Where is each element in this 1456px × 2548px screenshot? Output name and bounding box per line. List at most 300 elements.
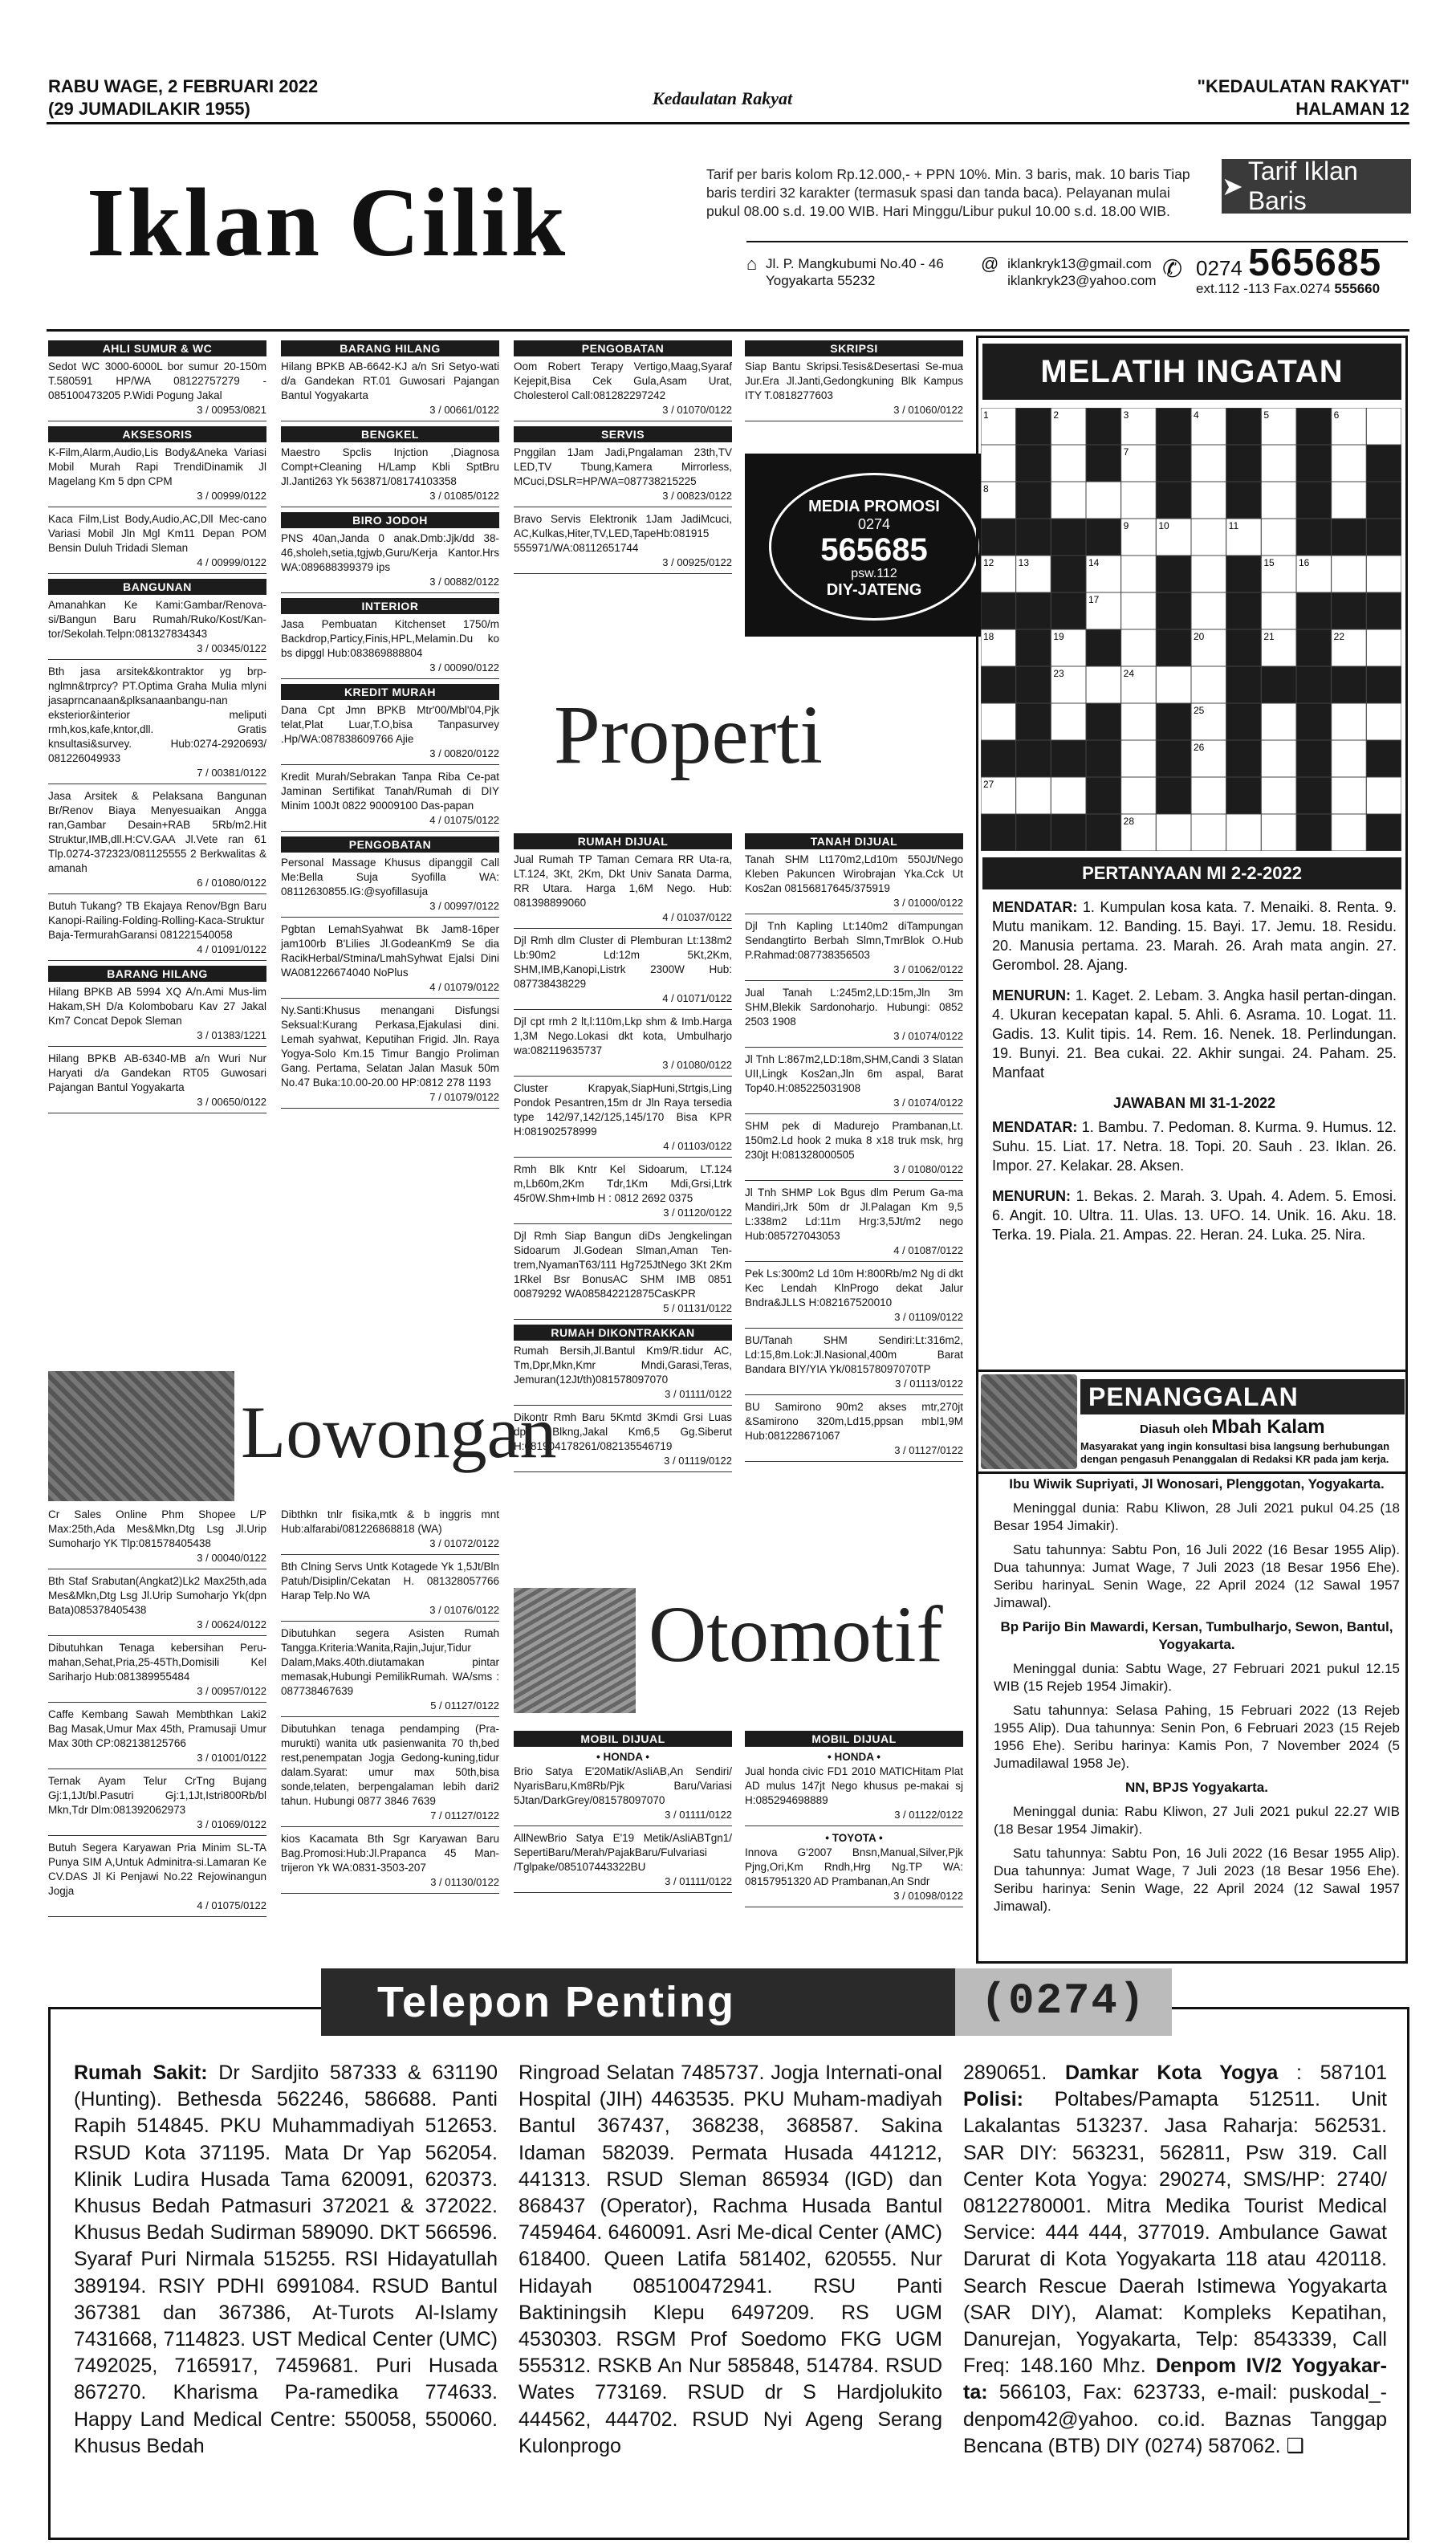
ad-text: Cluster Krapyak,SiapHuni,Strtgis,Ling Pondok Pesantren,15m dr Jln Raya tersedia type 142/97,142/125,145/170 Bisa KPR H:081902578999 xyxy=(514,1082,732,1138)
section-header: BIRO JODOH xyxy=(281,512,499,528)
crossword-number: 8 xyxy=(983,483,989,495)
ad-text: K-Film,Alarm,Audio,Lis Body&Aneka Variasi Mobil Murah Rapi TrendiDinamik Jl Magelang Km 5 dpn CPM xyxy=(48,446,266,487)
classified-ad xyxy=(281,617,499,679)
classified-ad xyxy=(745,1186,963,1262)
brand-subheader: • HONDA • xyxy=(828,1751,881,1763)
promo-region: DIY-JATENG xyxy=(826,581,922,599)
properti-heading: Properti xyxy=(554,689,824,781)
crossword-number: 5 xyxy=(1263,409,1270,421)
crossword-block xyxy=(1086,814,1121,851)
obituary-entry xyxy=(994,1779,1400,1915)
section-header: BANGUNAN xyxy=(48,579,266,595)
classified-ad xyxy=(48,1641,266,1703)
crossword-cell[interactable] xyxy=(1191,777,1226,814)
crossword-block xyxy=(1086,519,1121,556)
crossword-title: MELATIH INGATAN xyxy=(982,344,1401,400)
address-line: Jl. P. Mangkubumi No.40 - 46 xyxy=(766,256,944,271)
classified-ad xyxy=(281,1722,499,1827)
date-of-death: Meninggal dunia: Rabu Kliwon, 27 Juli 2021 pukul 22.27 WIB (18 Besar 1954 Jimakir). xyxy=(994,1804,1400,1837)
crossword-block xyxy=(1051,740,1086,777)
ad-text: Bth Staf Srabutan(Angkat2)Lk2 Max25th,ada Mes&Mkn,Dtg Lsg Jl.Urip Sumoharjo Yk(dpn Bata)085378405438 xyxy=(48,1575,266,1616)
crossword-block xyxy=(1016,519,1051,556)
ad-code: 3 / 01000/0122 xyxy=(745,896,963,914)
crossword-block xyxy=(1226,592,1262,629)
ad-code: 3 / 01383/1221 xyxy=(48,1028,266,1047)
ad-code: 3 / 00925/0122 xyxy=(514,556,732,574)
lowongan-photo xyxy=(48,1371,234,1501)
crossword-cell[interactable] xyxy=(1332,814,1367,851)
crossword-number: 16 xyxy=(1299,557,1310,568)
otomotif-column-a xyxy=(514,1726,732,1898)
classified-ad xyxy=(514,512,732,574)
ad-text: Pek Ls:300m2 Ld 10m H:800Rb/m2 Ng di dkt Kec Lendah KlnProgo dekat Jalur Bndra&JLLS H:082167520010 xyxy=(745,1268,963,1309)
classified-ad xyxy=(745,1846,963,1907)
classified-ad xyxy=(48,360,266,421)
ad-code: 3 / 01111/0122 xyxy=(514,1874,732,1893)
crossword-cell[interactable] xyxy=(1366,408,1401,445)
crossword-block xyxy=(1226,408,1262,445)
section-header: AHLI SUMUR & WC xyxy=(48,340,266,356)
crossword-cell[interactable] xyxy=(1086,666,1121,703)
ad-text: Jual Rumah TP Taman Cemara RR Uta-ra, LT.124, 3Kt, 2Km, Dkt Univ Sanata Darma, RR Utara. Harga 1,6M Nego. Hub: 081398899060 xyxy=(514,853,732,909)
crossword-number: 7 xyxy=(1123,446,1129,458)
ad-code: 3 / 01098/0122 xyxy=(745,1889,963,1907)
crossword-block xyxy=(1296,592,1332,629)
banner-bottom-rule xyxy=(47,329,1409,332)
classified-ad xyxy=(514,1764,732,1826)
crossword-block xyxy=(1156,445,1191,482)
crossword-cell[interactable] xyxy=(1261,777,1296,814)
crossword-cell[interactable] xyxy=(1156,666,1191,703)
ad-text: Personal Massage Khusus dipanggil Call Me:Bella Suja Syofilla WA: 08112630855.IG:@syofillasuja xyxy=(281,857,499,897)
crossword-cell[interactable] xyxy=(1332,777,1367,814)
crossword-number: 10 xyxy=(1158,520,1169,531)
ad-code: 5 / 01127/0122 xyxy=(281,1699,499,1717)
classified-ad xyxy=(745,853,963,914)
crossword-block xyxy=(1226,666,1262,703)
crossword-block xyxy=(1366,592,1401,629)
ad-text: Jual Tanah L:245m2,LD:15m,Jln 3m SHM,Blekik Sardonoharjo. Hubungi: 0852 2503 1908 xyxy=(745,987,963,1028)
phone-icon: ✆ xyxy=(1162,256,1183,283)
crossword-block xyxy=(1296,666,1332,703)
ad-code: 4 / 01071/0122 xyxy=(514,991,732,1010)
crossword-block xyxy=(1016,592,1051,629)
classified-ad xyxy=(48,1052,266,1113)
ad-code: 3 / 00957/0122 xyxy=(48,1684,266,1703)
ad-text: Dibutuhkan segera Asisten Rumah Tangga.Kriteria:Wanita,Rajin,Jujur,Tidur Dalam,Maks.40th.diutamakan pintar memasak,Hubungi PemilikRumah. WA/sms : 087738467639 xyxy=(281,1627,499,1697)
classified-ad xyxy=(48,789,266,894)
crossword-block xyxy=(1296,777,1332,814)
ad-text: AllNewBrio Satya E'19 Metik/AsliABTgn1/ SepertiBaru/Merah/PajakBaru/Fulvariasi /Tglpake/085107443322BU xyxy=(514,1832,732,1873)
crossword-block xyxy=(1086,629,1121,666)
ad-text: Tanah SHM Lt170m2,Ld10m 550Jt/Nego Kleben Pakuncen Wirobrajan Yka.Cck Ut Kos2an 08156817645/375919 xyxy=(745,853,963,894)
section-header: BARANG HILANG xyxy=(48,966,266,982)
ad-code: 7 / 01127/0122 xyxy=(281,1809,499,1827)
section-header: KREDIT MURAH xyxy=(281,684,499,700)
crossword-cell[interactable] xyxy=(981,703,1016,740)
telepon-column-1: Rumah Sakit: Dr Sardjito 587333 & 631190 (Hunting). Bethesda 562246, 586688. Panti Rapih 514845. PKU Muhammadiyah 512653. RSUD Kota 371195. Mata Dr Yap 562054. Klinik Ludira Husada Tama 620091, 620373. Khusus Bedah Patmasuri 372021 & 372022. Khusus Bedah Sudirman 589090. DKT 566596. Syaraf Puri Nirmala 515255. RSI Hidayatullah 389194. RSIY PDHI 6991084. RSUD Bantul 367381 dan 367386, At-Turots Al-Islamy 7431668, 7114823. UST Medical Center (UMC) 7492025, 7165917, 7459681. Puri Husada 867270. Kharisma Pa-ramedika 774633. Happy Land Medical Centre: 550058, 550060. Khusus Bedah xyxy=(74,2062,498,2457)
ad-text: Pnggilan 1Jam Jadi,Pngalaman 23th,TV LED,TV Tbung,Kamera Mirrorless, MCuci,DSLR=HP/WA=087738215225 xyxy=(514,446,732,487)
telepon-column-3: 2890651. Damkar Kota Yogya : 587101 Polisi: Poltabes/Pamapta 512511. Unit Lakalantas 513237. Jasa Raharja: 562531. SAR DIY: 563231, 562811, Psw 319. Call Center Kota Yogya: 290274, SMS/HP: 2740/ 08122780001. Mitra Medika Tourist Medical Service: 444 444, 377019. Ambulance Gawat Darurat di Kota Yogyakarta 118 atau 420118. Search Rescue Daerah Istimewa Yogyakarta (SAR DIY), Alamat: Kompleks Kepatihan, Danurejan, Yogyakarta, Telp: 8543339, Call Freq: 148.160 Mhz. Denpom IV/2 Yogyakar-ta: 566103, Fax: 623733, e-mail: puskodal_-denpom42@yahoo. co.id. Baznas Tanggap Bencana (BTB) DIY (0274) 587062. ❑ xyxy=(963,2062,1388,2457)
crossword-cell[interactable] xyxy=(1051,482,1086,519)
crossword-cell[interactable] xyxy=(1156,814,1191,851)
classified-ad xyxy=(48,665,266,784)
deceased-name: Bp Parijo Bin Mawardi, Kersan, Tumbulharjo, Sewon, Bantul, Yogyakarta. xyxy=(1000,1619,1393,1652)
email xyxy=(981,255,1157,289)
classified-ad xyxy=(745,986,963,1048)
crossword-block xyxy=(1332,666,1367,703)
section-title: Iklan Cilik xyxy=(87,169,568,277)
ad-text: Kaca Film,List Body,Audio,AC,Dll Mec-cano Variasi Mobil Jln Mgl Km11 Depan POM Bensin Duluh Tridadi Sleman xyxy=(48,513,266,554)
crossword-block xyxy=(1156,740,1191,777)
crossword-cell[interactable] xyxy=(1191,519,1226,556)
email-address[interactable]: iklankryk13@gmail.com xyxy=(1007,256,1152,271)
classified-ad xyxy=(514,853,732,929)
crossword-cell[interactable] xyxy=(1191,556,1226,592)
crossword-cell[interactable] xyxy=(981,445,1016,482)
crossword-cell[interactable] xyxy=(1261,445,1296,482)
ad-text: Innova G'2007 Bnsn,Manual,Silver,Pjk Pjng,Ori,Km Rndh,Hrg Ng.TP WA: 08157951320 AD Prambanan,An Sndr xyxy=(745,1846,963,1887)
crossword-block xyxy=(981,740,1016,777)
crossword-cell[interactable] xyxy=(1332,740,1367,777)
section-header: MOBIL DIJUAL xyxy=(745,1731,963,1747)
classified-ad xyxy=(745,919,963,981)
crossword-number: 27 xyxy=(983,779,994,790)
classified-ad xyxy=(514,446,732,507)
ad-text: BU/Tanah SHM Sendiri:Lt:316m2, Ld:15,8m.Lok:Jl.Nasional,400m Barat Bandara BIY/YIA Yk/081578097070TP xyxy=(745,1334,963,1375)
obituary-entry xyxy=(994,1618,1400,1773)
clues-menurun: MENURUN: 1. Kaget. 2. Lebam. 3. Angka hasil pertan-dingan. 4. Ukuran kecepatan kapal. 5. Ahli. 6. Asrama. 10. Logat. 11. Gadis. 13. Kulit tipis. 14. Rem. 16. Nenek. 18. Perlindungan. 19. Bunyi. 21. Bea cukai. 22. Akhir sungai. 24. Paham. 25. Manfaat xyxy=(992,987,1397,1081)
paper-name: "KEDAULATAN RAKYAT" xyxy=(1197,76,1409,96)
classified-ad xyxy=(745,360,963,421)
crossword-block xyxy=(981,519,1016,556)
crossword-cell[interactable] xyxy=(1332,703,1367,740)
ad-text: Sedot WC 3000-6000L bor sumur 20-150m T.580591 HP/WA 08122757279 - 085100473205 P.Widi Pogung Jakal xyxy=(48,360,266,401)
ad-code: 3 / 00090/0122 xyxy=(281,661,499,679)
crossword-number: 26 xyxy=(1194,742,1205,753)
ad-code: 3 / 01072/0122 xyxy=(281,1537,499,1555)
telepon-area-code: (0274) xyxy=(955,1968,1172,2036)
ad-code: 3 / 01060/0122 xyxy=(745,403,963,421)
ads-column-2 xyxy=(281,336,499,1113)
commemoration-dates: Satu tahunnya: Sabtu Pon, 16 Juli 2022 (16 Besar 1955 Alip). Dua tahunnya: Jumat Wage, 7 Juli 2023 (18 Besar 1956 Ehe). Seribu harinyaL Senin Wage, 22 April 2024 (12 Sawal 1957 Jimawal). xyxy=(994,1542,1400,1610)
classified-ad xyxy=(745,1052,963,1114)
motorcycle-photo xyxy=(514,1588,636,1713)
promo-ext: psw.112 xyxy=(851,567,897,580)
crossword-block xyxy=(1296,740,1332,777)
crossword-cell[interactable] xyxy=(1366,777,1401,814)
crossword-cell[interactable] xyxy=(1121,556,1157,592)
ads-column-3 xyxy=(514,336,732,579)
crossword-cell[interactable] xyxy=(1121,592,1157,629)
ad-text: Jl Tnh L:867m2,LD:18m,SHM,Candi 3 Slatan UII,Lingk Kos2an,Jln 6m aspal, Barat Top40.H:085225031908 xyxy=(745,1053,963,1094)
crossword-cell[interactable] xyxy=(1051,445,1086,482)
classified-ad xyxy=(745,1764,963,1826)
crossword-cell[interactable] xyxy=(1191,482,1226,519)
crossword-block xyxy=(1156,482,1191,519)
section-header: TANAH DIJUAL xyxy=(745,833,963,849)
deceased-name: Ibu Wiwik Supriyati, Jl Wonosari, Plenggotan, Yogyakarta. xyxy=(1009,1476,1385,1492)
ad-text: Jasa Arsitek & Pelaksana Bangunan Br/Renov Biaya Menyesuaikan Angga ran,Gambar Desain+RAB 5Rb/m2.Hit Struktur,IMB,dll.H:CV.GAA Jl.Vete ran 61 Tlp.0274-372323/081125555 2 Berkwalitas & amanah xyxy=(48,790,266,874)
promo-number: 565685 xyxy=(820,532,928,568)
commemoration-dates: Satu tahunnya: Selasa Pahing, 15 Februari 2022 (13 Rejeb 1955 Alip). Dua tahunnya: Senin Pon, 6 Februari 2023 (15 Rejeb 1956 Ehe). Seribu harinya: Kamis Pon, 7 November 2024 (5 Jumadilawal 1958 Je). xyxy=(994,1703,1400,1771)
tarif-info: Tarif per baris kolom Rp.12.000,- + PPN 10%. Min. 3 baris, mak. 10 baris Tiap baris terdiri 32 karakter (termasuk spasi dan tanda baca). Pelayanan mulai pukul 08.00 s.d. 19.00 WIB. Hari Minggu/Libur pukul 10.00 s.d. 18.00 WIB. xyxy=(706,166,1190,219)
crossword-block xyxy=(1016,666,1051,703)
crossword-cell[interactable] xyxy=(1121,740,1157,777)
ad-code: 3 / 00040/0122 xyxy=(48,1551,266,1569)
crossword-block xyxy=(1226,777,1262,814)
ad-text: Hilang BPKB AB-6340-MB a/n Wuri Nur Haryati d/a Gandekan RT05 Guwosari Pajangan Bantul Yogyakarta xyxy=(48,1052,266,1093)
ad-text: Dibutuhkan tenaga pendamping (Pra-murukti) wanita utk pasienwanita 70 th,bed rest,penempatan Jogja Gedong-kuning,tidur dalam.Syarat: umur max 50th,bisa sonde,telaten, berpengalaman lebih dari2 tahun. Hubungi 0877 3846 7639 xyxy=(281,1723,499,1807)
crossword-block xyxy=(1296,408,1332,445)
crossword-block xyxy=(1156,703,1191,740)
crossword-block xyxy=(1226,556,1262,592)
ad-code: 3 / 00661/0122 xyxy=(281,403,499,421)
columnist-photo xyxy=(981,1374,1077,1469)
ad-code: 3 / 00345/0122 xyxy=(48,641,266,660)
ad-text: Bth jasa arsitek&kontraktor yg brp-nglmn&trprcy? PT.Optima Graha Mulia mlyni jasaprncanaan&plksanaanbangu-nan eksterior&interior meliputi rmh,kos,kafe,kntor,dll. Gratis knsultasi&survey. Hub:0274-2920693/ 081226049933 xyxy=(48,665,266,764)
ad-code: 3 / 01113/0122 xyxy=(745,1377,963,1395)
telepon-title: Telepon Penting xyxy=(377,1978,735,2026)
crossword-block xyxy=(1016,740,1051,777)
crossword-number: 1 xyxy=(983,409,989,421)
ad-code: 3 / 01070/0122 xyxy=(514,403,732,421)
classified-ad xyxy=(281,1508,499,1555)
crossword-number: 2 xyxy=(1053,409,1059,421)
ad-code: 4 / 01037/0122 xyxy=(514,910,732,929)
ads-column-4 xyxy=(745,336,963,426)
crossword-block xyxy=(1016,482,1051,519)
crossword-block xyxy=(1226,629,1262,666)
crossword-cell[interactable] xyxy=(1261,482,1296,519)
crossword-cell[interactable] xyxy=(1086,482,1121,519)
phone-ext: ext.112 -113 Fax.0274 555660 xyxy=(1196,281,1381,296)
classified-ad xyxy=(48,598,266,660)
crossword-block xyxy=(1366,445,1401,482)
crossword-block xyxy=(981,814,1016,851)
classified-ad xyxy=(514,1229,732,1320)
crossword-block xyxy=(1296,482,1332,519)
crossword-block xyxy=(1366,666,1401,703)
obituary-entry xyxy=(994,1475,1400,1612)
ad-code: 7 / 00381/0122 xyxy=(48,766,266,784)
crossword-block xyxy=(1051,556,1086,592)
ad-code: 4 / 01091/0122 xyxy=(48,942,266,961)
otomotif-heading: Otomotif xyxy=(649,1589,943,1679)
crossword-block xyxy=(1051,519,1086,556)
crossword-cell[interactable] xyxy=(1332,482,1367,519)
ad-code: 4 / 01075/0122 xyxy=(48,1899,266,1917)
promo-oval xyxy=(769,473,979,621)
classified-ad xyxy=(48,1774,266,1836)
crossword-block xyxy=(1226,703,1262,740)
ad-code: 5 / 01131/0122 xyxy=(514,1301,732,1320)
classified-ad xyxy=(745,1267,963,1329)
header-rule xyxy=(47,122,1409,124)
crossword-cell[interactable] xyxy=(1121,703,1157,740)
crossword-number: 28 xyxy=(1123,816,1135,827)
crossword-number: 4 xyxy=(1194,409,1199,421)
ad-code: 3 / 00823/0122 xyxy=(514,489,732,507)
ad-code: 3 / 00997/0122 xyxy=(281,899,499,918)
ad-code: 3 / 01127/0122 xyxy=(745,1443,963,1462)
crossword-block xyxy=(1156,777,1191,814)
ad-text: Brio Satya E'20Matik/AsliAB,An Sendiri/ NyarisBaru,Km8Rb/Pjk Baru/Variasi 5Jtan/DarkGrey/081578097070 xyxy=(514,1765,732,1806)
crossword-number: 9 xyxy=(1123,520,1129,531)
ad-code: 3 / 01069/0122 xyxy=(48,1817,266,1836)
crossword-number: 11 xyxy=(1228,520,1239,531)
properti-column-a xyxy=(514,828,732,1477)
lowongan-column-b xyxy=(281,1508,499,1899)
ad-text: Dibutuhkan Tenaga kebersihan Peru-mahan,Sehat,Pria,25-45Th,Domisili Kel Sariharjo Hub:081389955484 xyxy=(48,1642,266,1683)
crossword-block xyxy=(1226,445,1262,482)
crossword-number: 15 xyxy=(1263,557,1275,568)
ad-text: Djl Rmh Siap Bangun diDs Jengkelingan Sidoarum Jl.Godean Slman,Aman Ten-trem,NyamanT63/111 Hg725JtNego 3Kt 2Km 1Rkel Bsr BonusAC SHM IMB 0851 00879292 WA085842212875CasKPR xyxy=(514,1230,732,1300)
answers-menurun: MENURUN: 1. Bekas. 2. Marah. 3. Upah. 4. Adem. 5. Emosi. 6. Angit. 10. Ultra. 11. Ulas. 13. UFO. 14. Unik. 16. Aku. 18. Terka. 19. Piala. 21. Ampas. 22. Heran. 24. Luka. 25. Nira. xyxy=(992,1188,1397,1243)
ad-text: Dibthkn tnlr fisika,mtk & b inggris mnt Hub:alfarabi/081226868818 (WA) xyxy=(281,1508,499,1535)
classified-ad xyxy=(281,446,499,507)
crossword-cell[interactable] xyxy=(1261,519,1296,556)
ad-text: Jasa Pembuatan Kitchenset 1750/m Backdrop,Particy,Finis,HPL,Melamin.Du ko bs dipggl Hub:083869888804 xyxy=(281,618,499,659)
crossword-grid[interactable] xyxy=(981,408,1401,851)
crossword-cell[interactable] xyxy=(1191,666,1226,703)
ad-text: Ny.Santi:Khusus menangani Disfungsi Seksual:Kurang Perkasa,Ejakulasi dini. Lemah syahwat, Keputihan Frigid. Jln. Raya Yogya-Solo Km.15 Timur Bangjo Proliman Gang. Pertama, Selatan Jalan Masuk 50m No.47 Buka:10.00-20.00 HP:0812 278 1193 xyxy=(281,1004,499,1089)
ad-text: SHM pek di Madurejo Prambanan,Lt. 150m2.Ld hook 2 muka 8 x18 truk msk, hrg 230jt H:081328000505 xyxy=(745,1120,963,1161)
ad-code: 4 / 01087/0122 xyxy=(745,1243,963,1262)
section-header: RUMAH DIKONTRAKKAN xyxy=(514,1325,732,1341)
ad-code: 3 / 00999/0122 xyxy=(48,489,266,507)
classified-ad xyxy=(48,985,266,1047)
classified-ad xyxy=(745,1119,963,1181)
crossword-cell[interactable] xyxy=(1191,445,1226,482)
brand-subheader: • TOYOTA • xyxy=(825,1832,883,1844)
crossword-cell[interactable] xyxy=(1332,556,1367,592)
crossword-cell[interactable] xyxy=(1261,703,1296,740)
crossword-block xyxy=(1016,408,1051,445)
crossword-cell[interactable] xyxy=(1191,814,1226,851)
section-header: BENGKEL xyxy=(281,426,499,442)
classified-ad xyxy=(514,1081,732,1158)
commemoration-dates: Satu tahunnya: Sabtu Pon, 16 Juli 2022 (16 Besar 1955 Alip). Dua tahunnya: Jumat Wage, 7 Juli 2023 (18 Besar 1956 Ehe). Seribu harinya: Senin Wage, 22 April 2024 (12 Sawal 1957 Jimawal). xyxy=(994,1846,1400,1914)
classified-ad xyxy=(281,922,499,999)
crossword-cell[interactable] xyxy=(1016,777,1051,814)
ad-text: Maestro Spclis Injction ,Diagnosa Compt+Cleaning H/Lamp Kbli SptBru Jl.Janti263 Yk 563871/08174103358 xyxy=(281,446,499,487)
crossword-block xyxy=(1366,482,1401,519)
section-header: BARANG HILANG xyxy=(281,340,499,356)
crossword-clues xyxy=(992,897,1397,1256)
ad-text: Jl Tnh SHMP Lok Bgus dlm Perum Ga-ma Mandiri,Jrk 50m dr Jl.Palagan Km 9,5 L:338m2 Ld:11m Hrg:3,5Jt/m2 nego Hub:085727043053 xyxy=(745,1186,963,1242)
ad-text: Jual honda civic FD1 2010 MATICHitam Plat AD mulus 147jt Nego khusus pe-makai sj H:085294698889 xyxy=(745,1765,963,1806)
classified-ad xyxy=(281,770,499,832)
crossword-cell[interactable] xyxy=(1366,703,1401,740)
crossword-number: 19 xyxy=(1053,631,1064,642)
classified-ad xyxy=(514,360,732,421)
hijri-date-line: (29 JUMADILAKIR 1955) xyxy=(48,99,250,119)
section-header: SERVIS xyxy=(514,426,732,442)
crossword-block xyxy=(1016,814,1051,851)
classified-ad xyxy=(281,360,499,421)
ad-code: 3 / 01122/0122 xyxy=(745,1808,963,1826)
arrow-icon: ➤ xyxy=(1222,172,1243,201)
ad-code: 3 / 01062/0122 xyxy=(745,963,963,981)
classified-ad xyxy=(745,1333,963,1395)
classified-ad xyxy=(48,512,266,574)
crossword-block xyxy=(1332,592,1367,629)
crossword-block xyxy=(1016,703,1051,740)
crossword-block xyxy=(1226,482,1262,519)
crossword-cell[interactable] xyxy=(1121,482,1157,519)
lowongan-heading: Lowongan xyxy=(241,1391,557,1473)
classified-ad xyxy=(48,1574,266,1636)
section-header: INTERIOR xyxy=(281,598,499,614)
ad-code: 3 / 00953/0821 xyxy=(48,403,266,421)
ad-code: 3 / 01001/0122 xyxy=(48,1751,266,1769)
classified-ad xyxy=(514,1162,732,1224)
address-line: Yogyakarta 55232 xyxy=(766,273,876,288)
crossword-block xyxy=(1086,703,1121,740)
ad-code: 3 / 01119/0122 xyxy=(514,1454,732,1472)
crossword-block xyxy=(981,592,1016,629)
section-header: AKSESORIS xyxy=(48,426,266,442)
classified-ad xyxy=(48,899,266,961)
crossword-cell[interactable] xyxy=(1191,592,1226,629)
crossword-cell[interactable] xyxy=(1121,777,1157,814)
crossword-cell[interactable] xyxy=(1366,629,1401,666)
ad-code: 3 / 01074/0122 xyxy=(745,1096,963,1114)
crossword-block xyxy=(1051,814,1086,851)
crossword-cell[interactable] xyxy=(1051,703,1086,740)
email-address[interactable]: iklankryk23@yahoo.com xyxy=(1007,273,1157,288)
crossword-cell[interactable] xyxy=(1261,740,1296,777)
crossword-cell[interactable] xyxy=(1226,814,1262,851)
crossword-cell[interactable] xyxy=(1121,629,1157,666)
crossword-number: 24 xyxy=(1123,668,1135,679)
crossword-cell[interactable] xyxy=(1261,814,1296,851)
ad-text: BU Samirono 90m2 akses mtr,270jt &Samirono 320m,Ld15,ppsan mbl1,9M Hub:081228671067 xyxy=(745,1401,963,1442)
crossword-cell[interactable] xyxy=(1332,445,1367,482)
deceased-name: NN, BPJS Yogyakarta. xyxy=(1125,1780,1268,1795)
date-of-death: Meninggal dunia: Sabtu Wage, 27 Februari 2021 pukul 12.15 WIB (15 Rejeb 1954 Jimakir). xyxy=(994,1661,1400,1694)
crossword-cell[interactable] xyxy=(1261,592,1296,629)
ad-code: 6 / 01080/0122 xyxy=(48,876,266,894)
ad-text: Djl cpt rmh 2 lt,l:110m,Lkp shm & Imb.Harga 1,3M Nego.Lokasi dkt kota, Umbulharjo wa:082119635737 xyxy=(514,1016,732,1056)
ad-text: Caffe Kembang Sawah Membthkan Laki2 Bag Masak,Umur Max 45th, Pramusaji Umur Max 30th CP:082138125766 xyxy=(48,1708,266,1749)
ad-code: 3 / 00650/0122 xyxy=(48,1095,266,1113)
clues-mendatar: MENDATAR: 1. Kumpulan kosa kata. 7. Menaiki. 8. Renta. 9. Mutu manikam. 12. Banding. 15. Bayi. 17. Jemu. 18. Residu. 20. Manusia pertama. 23. Marah. 26. Arah mata angin. 27. Gerombol. 28. Ajang. xyxy=(992,899,1397,973)
crossword-block xyxy=(1156,592,1191,629)
classified-ad xyxy=(281,856,499,918)
ad-text: Ternak Ayam Telur CrTng Bujang Gj:1,1Jt/bl.Pasutri Gj:1,1Jt,Istri800Rb/bl Mkn,Tdr Dlm:081392062973 xyxy=(48,1775,266,1816)
ad-code: 7 / 01079/0122 xyxy=(281,1090,499,1109)
crossword-number: 21 xyxy=(1263,631,1275,642)
crossword-number: 12 xyxy=(983,557,994,568)
crossword-cell[interactable] xyxy=(1366,556,1401,592)
crossword-block xyxy=(1296,445,1332,482)
ad-code: 3 / 00820/0122 xyxy=(281,747,499,765)
crossword-block xyxy=(1086,445,1121,482)
crossword-block xyxy=(1366,814,1401,851)
ad-code: 3 / 01111/0122 xyxy=(514,1387,732,1406)
ad-text: Rumah Bersih,Jl.Bantul Km9/R.tidur AC, Tm,Dpr,Mkn,Kmr Mndi,Garasi,Teras, Jemuran(12Jt/th)081578097070 xyxy=(514,1345,732,1386)
crossword-block xyxy=(1366,740,1401,777)
properti-column-b xyxy=(745,828,963,1467)
classified-ad xyxy=(514,1831,732,1893)
crossword-block xyxy=(1296,519,1332,556)
otomotif-column-b xyxy=(745,1726,963,1912)
crossword-block xyxy=(1296,703,1332,740)
ads-column-1 xyxy=(48,336,266,1118)
crossword-cell[interactable] xyxy=(1051,777,1086,814)
